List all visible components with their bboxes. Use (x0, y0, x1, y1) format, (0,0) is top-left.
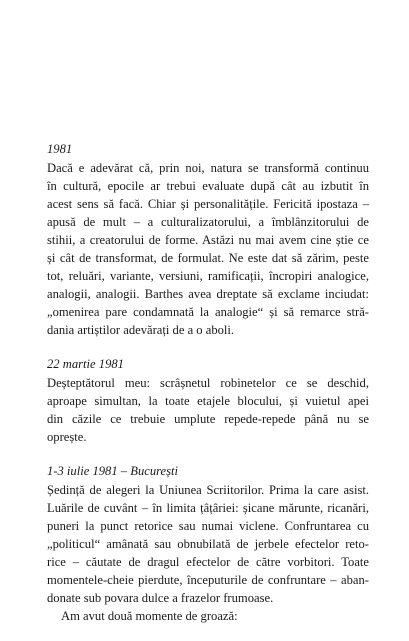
body-line: rice – căutate de dragul efectelor de către vorbitori. Toate (47, 555, 369, 569)
entry-body (47, 159, 369, 339)
journal-entry (47, 140, 369, 339)
body-line: „politicul“ amânată sau obnubilată de jerbele efectelor reto- (47, 537, 369, 551)
body-line: tot, reluări, variante, versiuni, ramificații, încropiri analogice, (47, 269, 369, 283)
body-line: oprește. (47, 430, 87, 444)
body-line: apusă de mult – a culturalizatorului, a îmblânzitorului de (47, 215, 369, 229)
body-line: Am avut două momente de groază: (61, 609, 238, 623)
body-line: acest sens să facă. Chiar și personalitățile. Fericită ipostaza – (47, 197, 369, 211)
body-line: momentele-cheie pierdute, începuturile de confruntare – aban- (47, 573, 369, 587)
entry-date-heading: 1981 (47, 142, 73, 156)
entry-body (47, 481, 369, 625)
journal-entry (47, 355, 369, 446)
entry-date-heading: 22 martie 1981 (47, 357, 124, 371)
body-line: stihii, a creatorului de forme. Astăzi nu mai avem cine știe ce (47, 233, 369, 247)
body-line: dania artiștilor adevărați de a o aboli. (47, 323, 235, 337)
body-line: Deșteptătorul meu: scrâșnetul robinetelor ce se deschid, (47, 376, 369, 390)
body-line: analogii, analogii. Barthes avea dreptate să exclame inciudat: (47, 287, 369, 301)
body-line: Luările de cuvânt – în limita țâțâriei: șicane mărunte, ricanări, (47, 501, 369, 515)
body-line: în cultură, epocile ar trebui evaluate după cât au izbutit în (47, 179, 369, 193)
entry-body (47, 374, 369, 446)
body-line: aproape simultan, la toate etajele blocului, și vuietul apei (47, 394, 369, 408)
body-line: din căzile ce trebuie umplute repede-repede până nu se (47, 412, 369, 426)
body-line: donate sub povara dulce a frazelor frumoase. (47, 591, 274, 605)
book-page (47, 140, 369, 641)
body-line: Ședință de alegeri la Uniunea Scriitorilor. Prima la care asist. (47, 483, 369, 497)
body-line: puneri la punct retorice sau numai viclene. Confruntarea cu (47, 519, 369, 533)
entry-date-heading: 1-3 iulie 1981 – București (47, 464, 179, 478)
body-line: și cât de transformat, de formulat. Ne este dat să zărim, peste (47, 251, 369, 265)
body-line: „omenirea pare condamnată la analogie“ și să remarce stră- (47, 305, 369, 319)
journal-entry (47, 462, 369, 625)
body-line: Dacă e adevărat că, prin noi, natura se transformă continuu (47, 161, 369, 175)
